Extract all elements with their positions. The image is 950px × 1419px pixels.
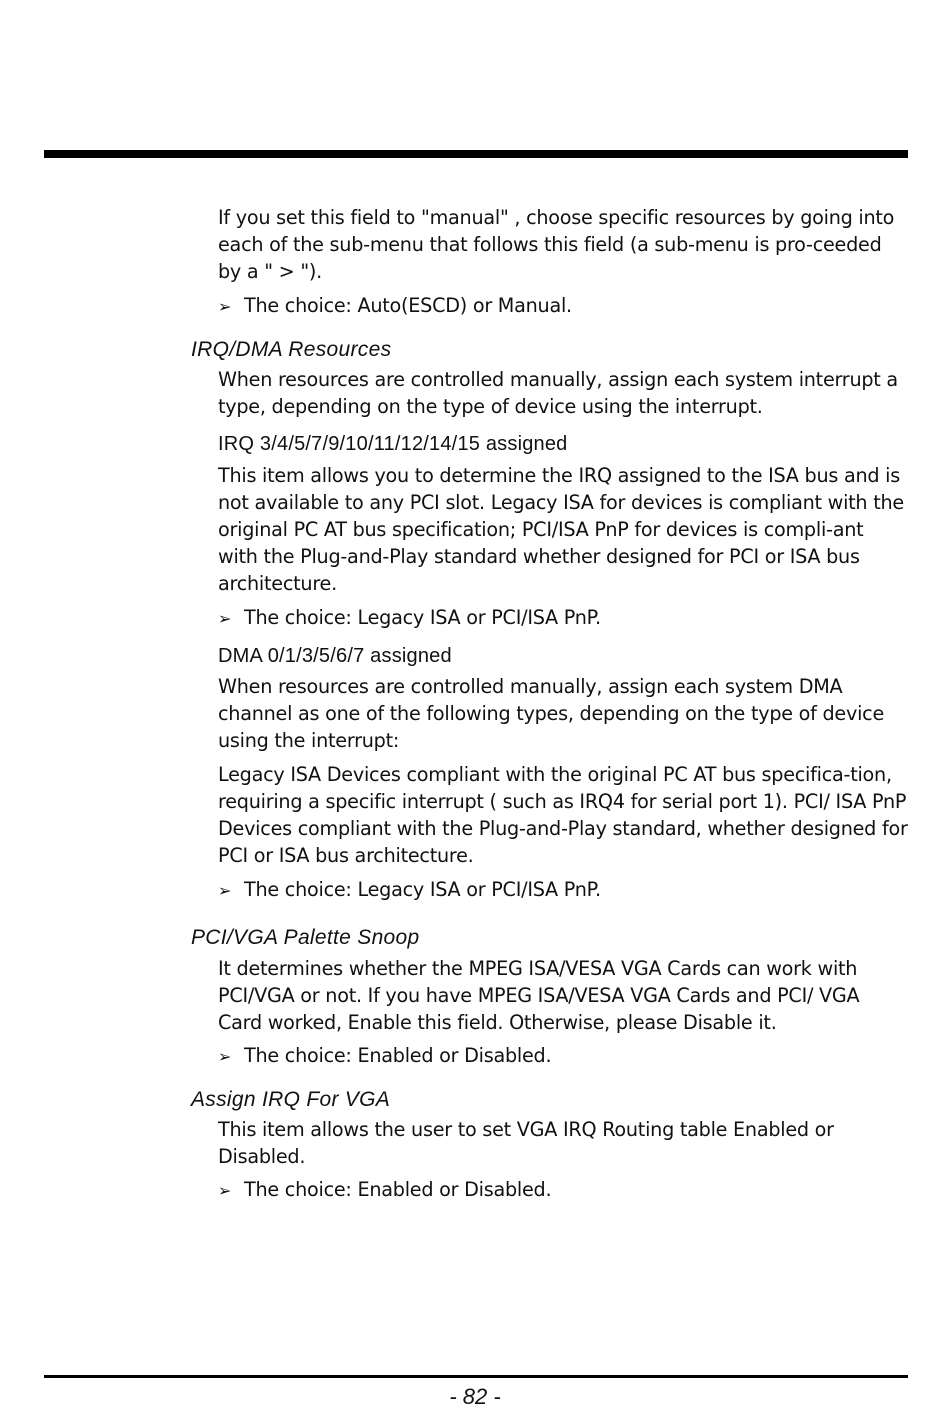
header-rule — [44, 150, 908, 158]
assign-irq-for-vga-heading: Assign IRQ For VGA — [191, 1088, 391, 1111]
intro-paragraph: If you set this field to "manual" , choose specific resources by going into each of the sub-menu that follows this field (a sub-menu is pro-ceeded by a " > "). — [218, 206, 895, 283]
irq-dma-resources-paragraph: When resources are controlled manually, assign each system interrupt a type, depending on the type of device using the interrupt. — [218, 368, 898, 418]
choice-text: The choice: Enabled or Disabled. — [244, 1044, 552, 1067]
intro-choice — [218, 292, 908, 320]
dma-assigned-paragraph-1: When resources are controlled manually, assign each system DMA channel as one of the following types, depending on the type of device using the interrupt: — [218, 675, 885, 752]
arrow-bullet-icon: ➢ — [218, 1047, 232, 1066]
pci-vga-palette-snoop-choice — [218, 1042, 908, 1070]
choice-text: The choice: Auto(ESCD) or Manual. — [244, 294, 572, 317]
choice-text: The choice: Legacy ISA or PCI/ISA PnP. — [244, 878, 601, 901]
pci-vga-palette-snoop-heading: PCI/VGA Palette Snoop — [191, 926, 420, 949]
arrow-bullet-icon: ➢ — [218, 881, 232, 900]
pci-vga-palette-snoop-paragraph: It determines whether the MPEG ISA/VESA VGA Cards can work with PCI/VGA or not. If you have MPEG ISA/VESA VGA Cards and PCI/ VGA Card worked, Enable this field. Otherwise, please Disable it. — [218, 957, 860, 1034]
dma-assigned-paragraph-2: Legacy ISA Devices compliant with the original PC AT bus specifica-tion, requiring a specific interrupt ( such as IRQ4 for serial port 1). PCI/ ISA PnP Devices compliant with the Plug-and-Play standard, whether designed for PCI or ISA bus architecture. — [218, 763, 908, 867]
irq-assigned-choice — [218, 604, 908, 632]
irq-assigned-heading: IRQ 3/4/5/7/9/10/11/12/14/15 assigned — [218, 433, 568, 455]
arrow-bullet-icon: ➢ — [218, 1181, 232, 1200]
page-number: - 82 - — [449, 1384, 501, 1409]
assign-irq-for-vga-paragraph: This item allows the user to set VGA IRQ Routing table Enabled or Disabled. — [218, 1118, 834, 1168]
footer-rule — [44, 1375, 908, 1378]
irq-dma-resources-heading: IRQ/DMA Resources — [191, 338, 392, 361]
dma-assigned-heading: DMA 0/1/3/5/6/7 assigned — [218, 645, 452, 667]
choice-text: The choice: Legacy ISA or PCI/ISA PnP. — [244, 606, 601, 629]
arrow-bullet-icon: ➢ — [218, 609, 232, 628]
choice-text: The choice: Enabled or Disabled. — [244, 1178, 552, 1201]
irq-assigned-paragraph: This item allows you to determine the IRQ assigned to the ISA bus and is not available to any PCI slot. Legacy ISA for devices is compliant with the original PC AT bus specification; PCI/ISA PnP for devices is compli-ant with the Plug-and-Play standard whether designed for PCI or ISA bus architecture. — [218, 464, 904, 595]
assign-irq-for-vga-choice — [218, 1176, 908, 1204]
dma-assigned-choice — [218, 876, 908, 904]
arrow-bullet-icon: ➢ — [218, 297, 232, 316]
